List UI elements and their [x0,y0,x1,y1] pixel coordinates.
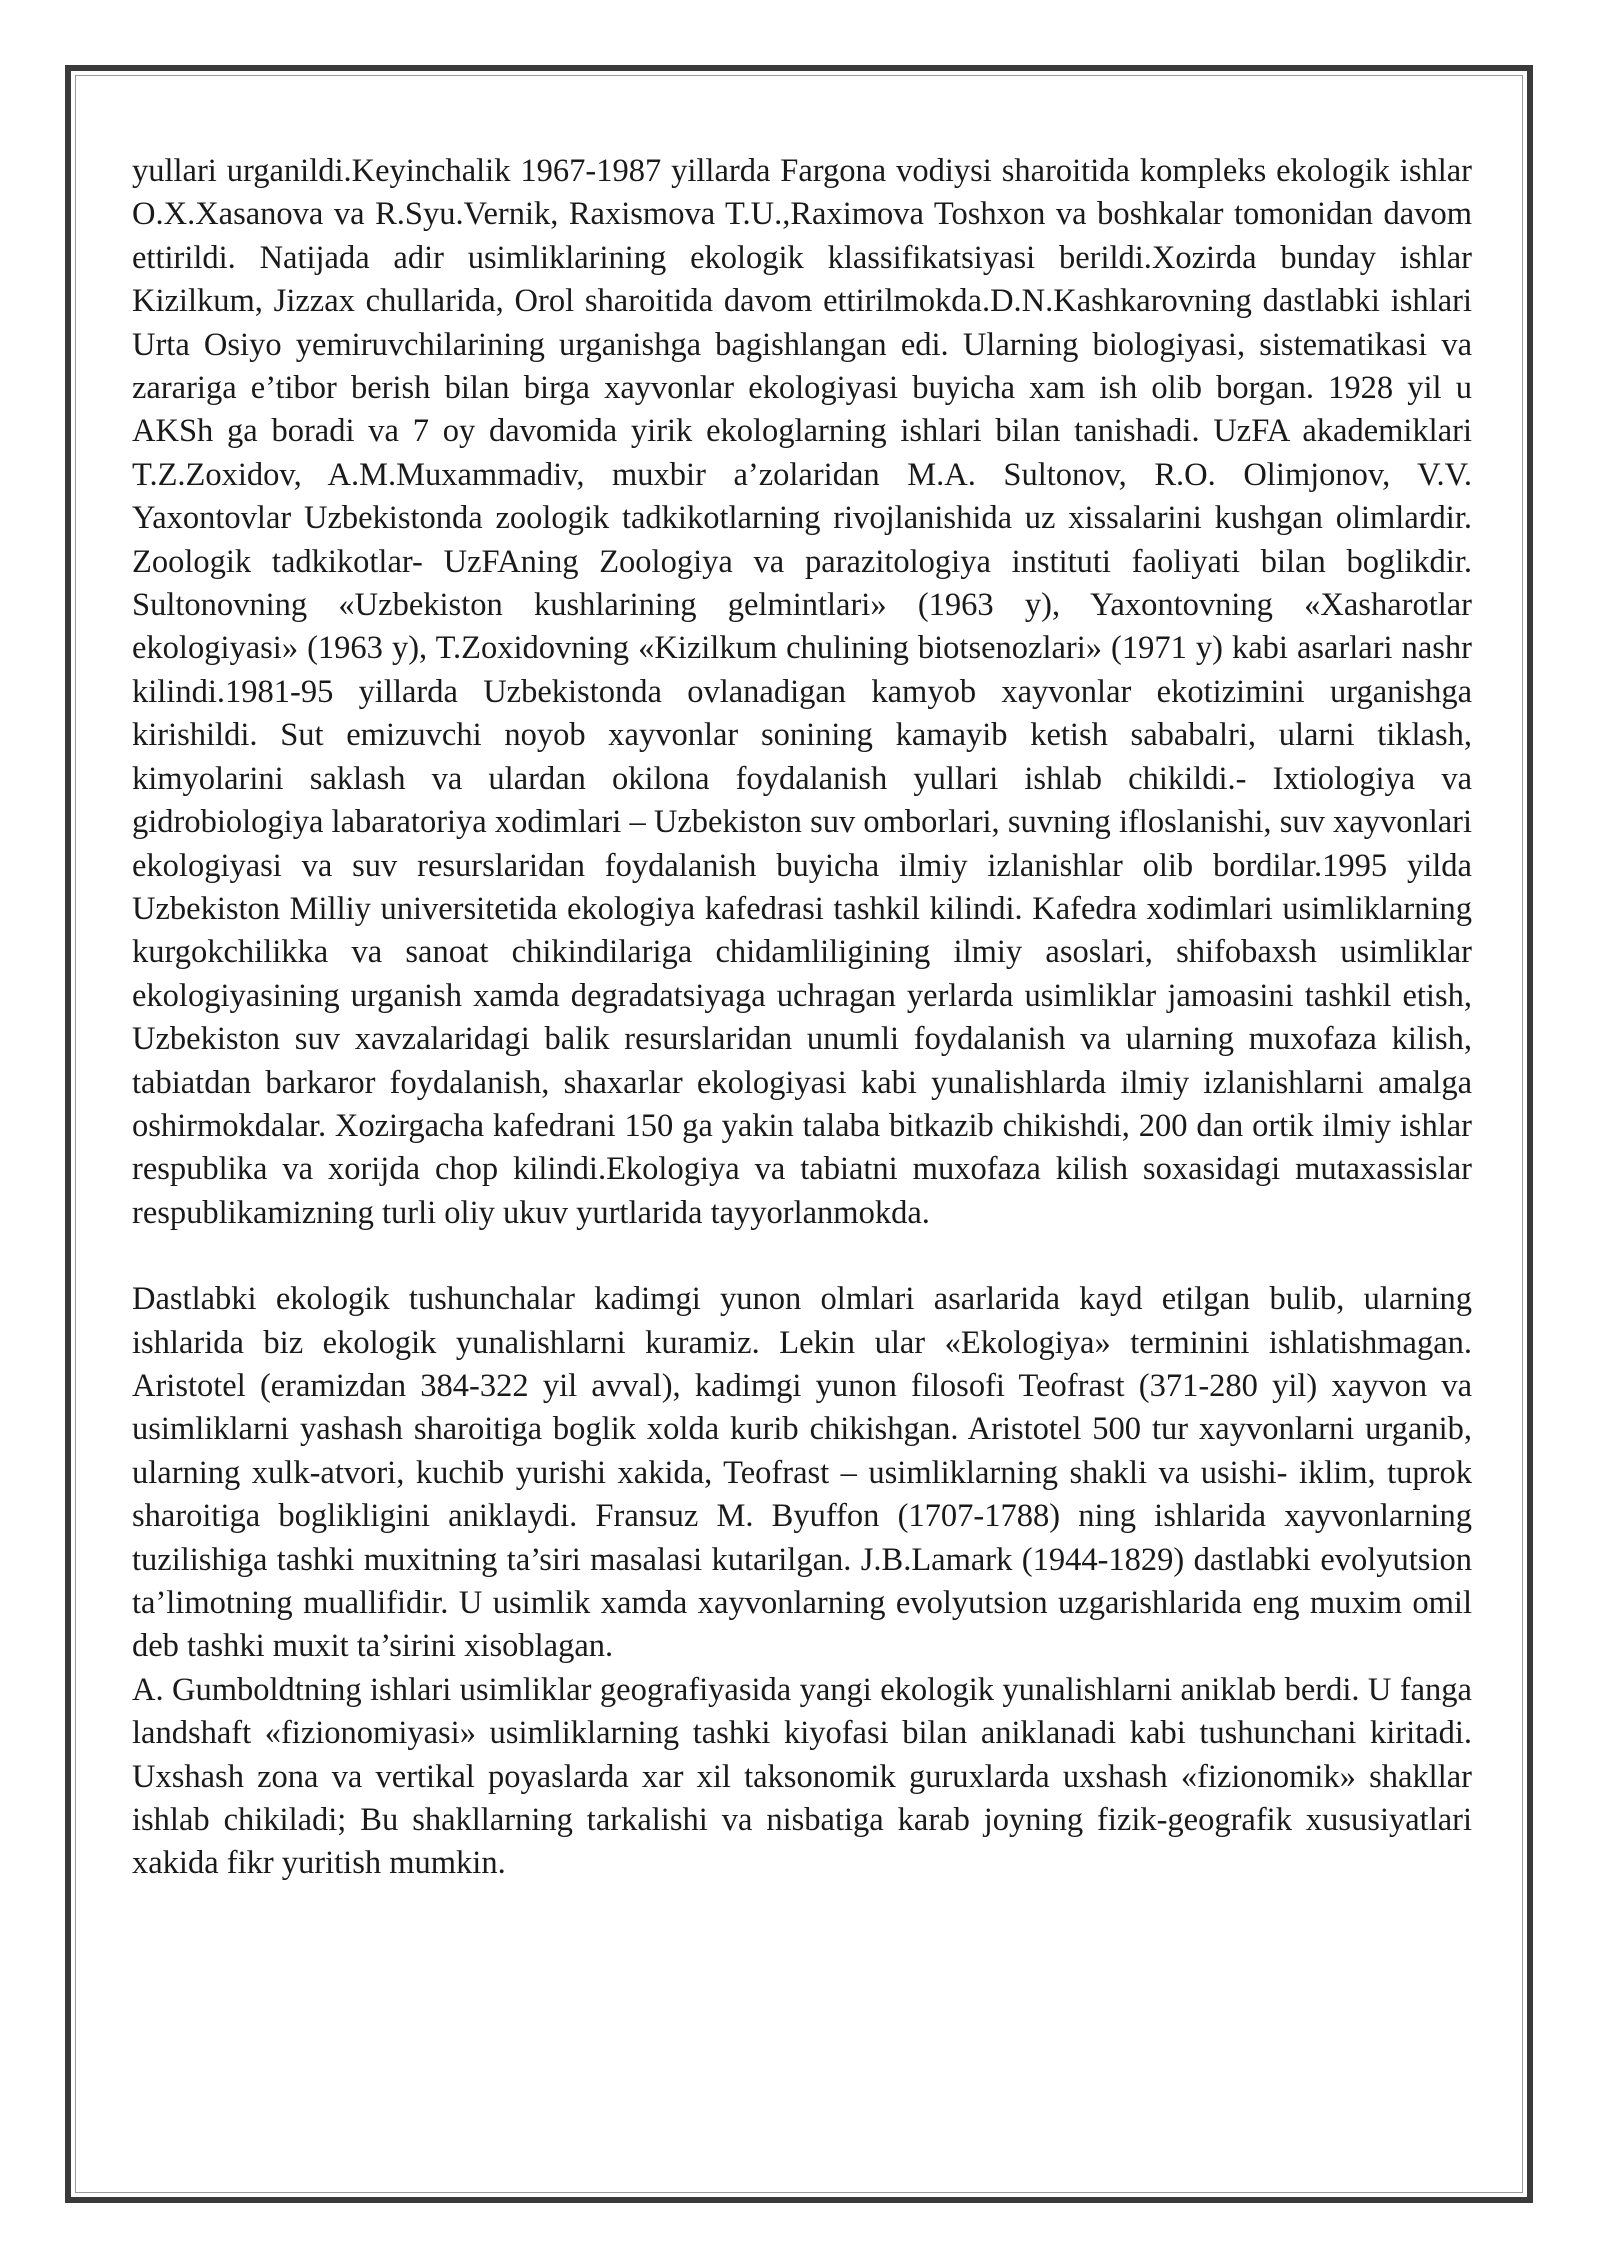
paragraph-early-ecological-concepts: Dastlabki ekologik tushunchalar kadimgi yunon olmlari asarlarida kayd etilgan bulib, ularning ishlarida biz ekologik yunalishlarni kuramiz. Lekin ular «Ekologiya» terminini ishlatishmagan. Aristotel (eramizdan 384-322 yil avval), kadimgi yunon filosofi Teofrast (371-280 yil) xayvon va usimliklarni yashash sharoitiga boglik xolda kurib chikishgan. Aristotel 500 tur xayvonlarni urganib, ularning xulk-atvori, kuchib yurishi xakida, Teofrast – usimliklarning shakli va usishi- iklim, tuprok sharoitiga boglikligini aniklaydi. Fransuz M. Byuffon (1707-1788) ning ishlarida xayvonlarning tuzilishiga tashki muxitning ta’siri masalasi kutarilgan. J.B.Lamark (1944-1829) dastlabki evolyutsion ta’limotning muallifidir. U usimlik xamda xayvonlarning evolyutsion uzgarishlarida eng muxim omil deb tashki muxit ta’sirini xisoblagan. [132,1281,1472,1665]
paragraph-ecology-history-uzbekistan: yullari urganildi.Keyinchalik 1967-1987 yillarda Fargona vodiysi sharoitida kompleks ekologik ishlar O.X.Xasanova va R.Syu.Vernik, Raxismova T.U.,Raximova Toshxon va boshkalar tomonidan davom ettirildi. Natijada adir usimliklarining ekologik klassifikatsiyasi berildi.Xozirda bunday ishlar Kizilkum, Jizzax chullarida, Orol sharoitida davom ettirilmokda.D.N.Kashkarovning dastlabki ishlari Urta Osiyo yemiruvchilarining urganishga bagishlangan edi. Ularning biologiyasi, sistematikasi va zarariga e’tibor berish bilan birga xayvonlar ekologiyasi buyicha xam ish olib borgan. 1928 yil u AKSh ga boradi va 7 oy davomida yirik ekologlarning ishlari bilan tanishadi. UzFA akademiklari T.Z.Zoxidov, A.M.Muxammadiv, muxbir a’zolaridan M.A. Sultonov, R.O. Olimjonov, V.V. Yaxontovlar Uzbekistonda zoologik tadkikotlarning rivojlanishida uz xissalarini kushgan olimlardir. Zoologik tadkikotlar- UzFAning Zoologiya va parazitologiya instituti faoliyati bilan boglikdir. Sultonovning «Uzbekiston kushlarining gelmintlari» (1963 y), Yaxontovning «Xasharotlar ekologiyasi» (1963 y), T.Zoxidovning «Kizilkum chulining biotsenozlari» (1971 y) kabi asarlari nashr kilindi.1981-95 yillarda Uzbekistonda ovlanadigan kamyob xayvonlar ekotizimini urganishga kirishildi. Sut emizuvchi noyob xayvonlar sonining kamayib ketish sababalri, ularni tiklash, kimyolarini saklash va ulardan okilona foydalanish yullari ishlab chikildi.- Ixtiologiya va gidrobiologiya labaratoriya xodimlari – Uzbekiston suv omborlari, suvning ifloslanishi, suv xayvonlari ekologiyasi va suv resurslaridan foydalanish buyicha ilmiy izlanishlar olib bordilar.1995 yilda Uzbekiston Milliy universitetida ekologiya kafedrasi tashkil kilindi. Kafedra xodimlari usimliklarning kurgokchilikka va sanoat chikindilariga chidamliligining ilmiy asoslari, shifobaxsh usimliklar ekologiyasining urganish xamda degradatsiyaga uchragan yerlarda usimliklar jamoasini tashkil etish, Uzbekiston suv xavzalaridagi balik resurslaridan unumli foydalanish va ularning muxofaza kilish, tabiatdan barkaror foydalanish, shaxarlar ekologiyasi kabi yunalishlarda ilmiy izlanishlarni amalga oshirmokdalar. Xozirgacha kafedrani 150 ga yakin talaba bitkazib chikishdi, 200 dan ortik ilmiy ishlar respublika va xorijda chop kilindi.Ekologiya va tabiatni muxofaza kilish soxasidagi mutaxassislar respublikamizning turli oliy ukuv yurtlarida tayyorlanmokda. [132,153,1472,1231]
paragraph-humboldt-plant-geography: A. Gumboldtning ishlari usimliklar geografiyasida yangi ekologik yunalishlarni aniklab berdi. U fanga landshaft «fizionomiyasi» usimliklarning tashki kiyofasi bilan aniklanadi kabi tushunchani kiritadi. Uxshash zona va vertikal poyaslarda xar xil taksonomik guruxlarda uxshash «fizionomik» shakllar ishlab chikiladi; Bu shakllarning tarkalishi va nisbatiga karab joyning fizik-geografik xususiyatlari xakida fikr yuritish mumkin. [132,1671,1472,1882]
document-body [132,150,1472,1886]
